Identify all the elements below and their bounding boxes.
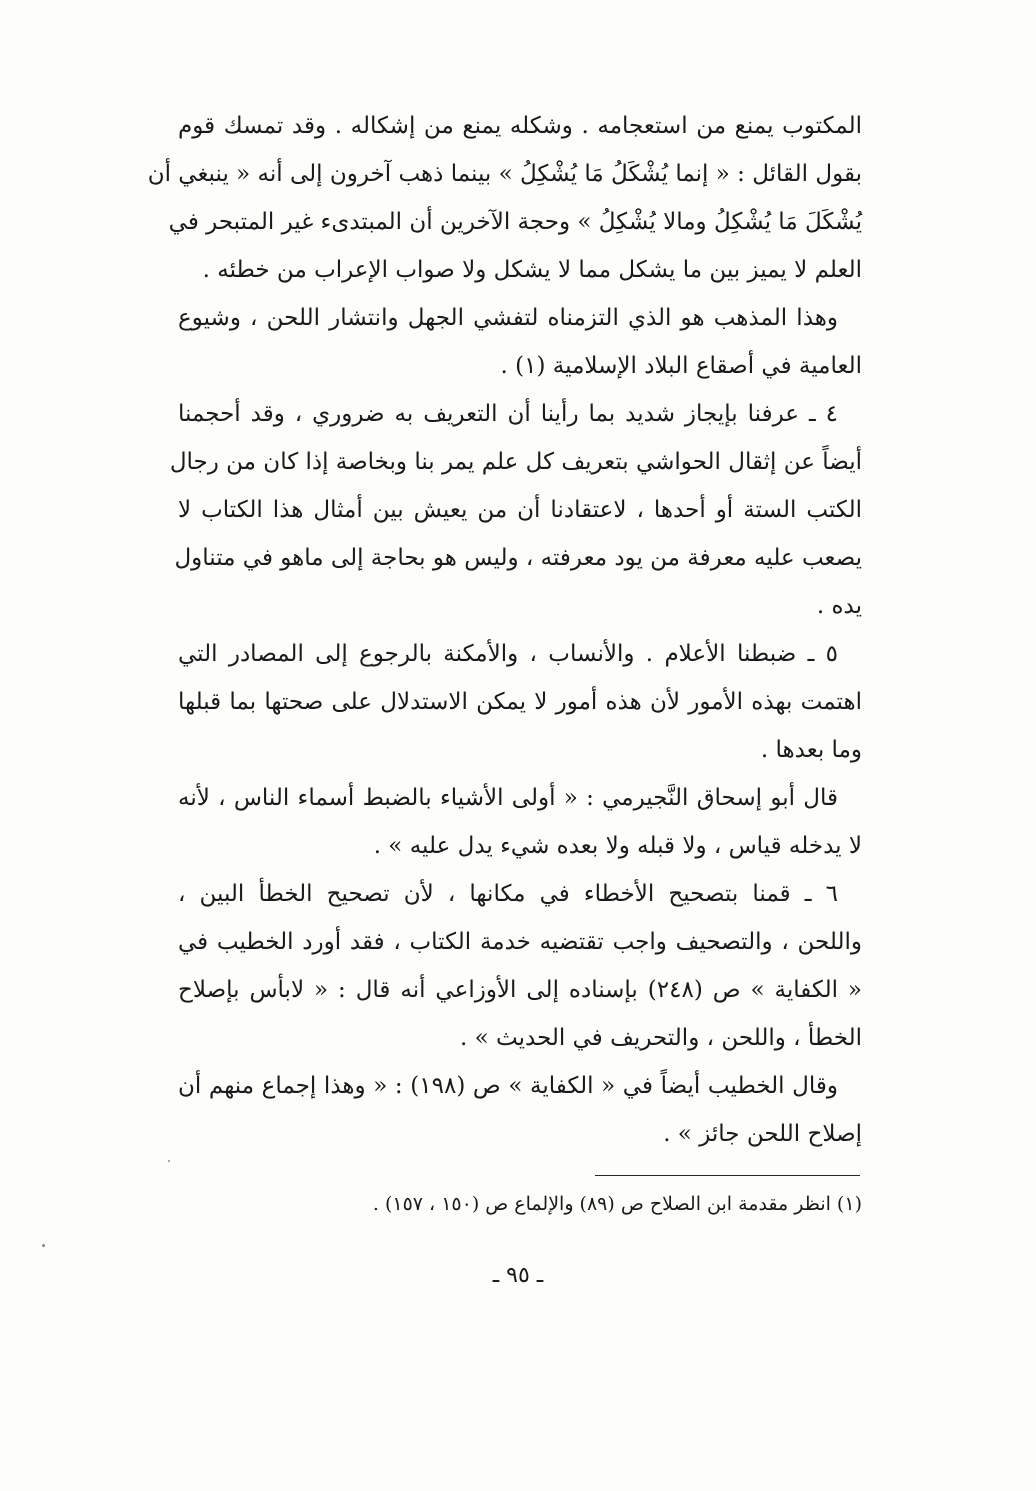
text-line: العلم لا يميز بين ما يشكل مما لا يشكل ولا صواب الإعراب من خطئه .	[202, 257, 862, 283]
footnote: (١) انظر مقدمة ابن الصلاح ص (٨٩) والإلماع ص (١٥٠ ، ١٥٧) .	[372, 1193, 862, 1215]
text-line: « الكفاية » ص (٢٤٨) بإسناده إلى الأوزاعي أنه قال : « لابأس بإصلاح	[178, 977, 862, 1003]
text-line: إصلاح اللحن جائز » .	[663, 1121, 862, 1147]
text-line: اهتمت بهذه الأمور لأن هذه أمور لا يمكن الاستدلال على صحتها بما قبلها	[178, 689, 862, 715]
text-line: ٦ ـ قمنا بتصحيح الأخطاء في مكانها ، لأن تصحيح الخطأ البين ،	[178, 881, 838, 907]
text-line: وهذا المذهب هو الذي التزمناه لتفشي الجهل وانتشار اللحن ، وشيوع	[178, 305, 838, 331]
text-line: يُشْكَلَ مَا يُشْكِلُ ومالا يُشْكِلُ » وحجة الآخرين أن المبتدىء غير المتبحر في	[168, 209, 862, 235]
text-line: قال أبو إسحاق النَّجيرمي : « أولى الأشياء بالضبط أسماء الناس ، لأنه	[178, 785, 838, 811]
text-line: ٥ ـ ضبطنا الأعلام . والأنساب ، والأمكنة بالرجوع إلى المصادر التي	[178, 641, 838, 667]
text-line: أيضاً عن إثقال الحواشي بتعريف كل علم يمر بنا وبخاصة إذا كان من رجال	[169, 449, 862, 475]
text-line: لا يدخله قياس ، ولا قبله ولا بعده شيء يدل عليه » .	[373, 833, 862, 859]
scan-speck	[42, 1244, 45, 1247]
text-line: الكتب الستة أو أحدها ، لاعتقادنا أن من يعيش بين أمثال هذا الكتاب لا	[178, 497, 862, 523]
text-line: الخطأ ، واللحن ، والتحريف في الحديث » .	[460, 1025, 862, 1051]
page-number: ـ ٩٥ ـ	[492, 1263, 544, 1288]
text-line: المكتوب يمنع من استعجامه . وشكله يمنع من إشكاله . وقد تمسك قوم	[178, 113, 862, 139]
text-line: بقول القائل : « إنما يُشْكَلُ مَا يُشْكِلُ » بينما ذهب آخرون إلى أنه « ينبغي أن	[147, 161, 862, 187]
text-line: يصعب عليه معرفة من يود معرفته ، وليس هو بحاجة إلى ماهو في متناول	[174, 545, 862, 571]
footnote-separator	[595, 1175, 860, 1176]
text-line: العامية في أصقاع البلاد الإسلامية (١) .	[500, 353, 862, 379]
text-line: ٤ ـ عرفنا بإيجاز شديد بما رأينا أن التعريف به ضروري ، وقد أحجمنا	[178, 401, 838, 427]
text-line: وما بعدها .	[760, 737, 862, 763]
body-text	[147, 102, 862, 1158]
text-line: يده .	[816, 593, 862, 619]
text-line: وقال الخطيب أيضاً في « الكفاية » ص (١٩٨) : « وهذا إجماع منهم أن	[178, 1073, 838, 1099]
text-line: واللحن ، والتصحيف واجب تقتضيه خدمة الكتاب ، فقد أورد الخطيب في	[178, 929, 862, 955]
scan-speck	[168, 1160, 170, 1162]
